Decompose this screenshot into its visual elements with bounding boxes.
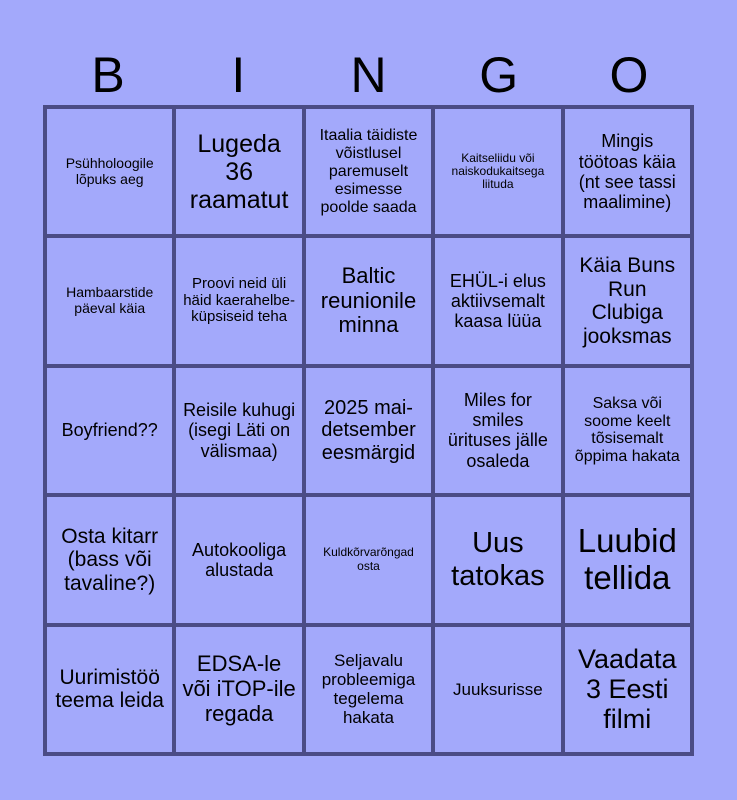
bingo-cell-text: Lugeda 36 raamatut xyxy=(189,129,289,214)
bingo-cell-i2[interactable] xyxy=(174,236,303,365)
bingo-cell-text: Uurimistöö teema leida xyxy=(55,665,164,713)
bingo-cell-text: Saksa või soome keelt tõsisemalt õppima hakata xyxy=(574,394,680,466)
bingo-cell-text: Miles for smiles ürituses jälle osaleda xyxy=(447,390,548,471)
bingo-cell-text: Autokooliga alustada xyxy=(192,539,287,580)
bingo-cell-o4[interactable] xyxy=(563,495,692,624)
bingo-cell-text: Käia Buns Run Clubiga jooksmas xyxy=(579,254,676,348)
bingo-cell-text: Kuldkõrvarõngad osta xyxy=(323,545,414,573)
bingo-cell-text: EDSA-le või iTOP-ile regada xyxy=(182,651,296,726)
bingo-cell-i1[interactable] xyxy=(174,107,303,236)
bingo-cell-b2[interactable] xyxy=(45,236,174,365)
bingo-cell-g2[interactable] xyxy=(433,236,562,365)
bingo-cell-text: Mingis töötoas käia (nt see tassi maalimine) xyxy=(578,131,676,212)
header-letter-i: I xyxy=(231,47,246,103)
bingo-cell-text: 2025 mai-detsember eesmärgid xyxy=(321,396,416,464)
bingo-cell-text: Seljavalu probleemiga tegelema hakata xyxy=(321,651,416,728)
bingo-cell-i5[interactable] xyxy=(174,625,303,754)
bingo-cell-o5[interactable] xyxy=(563,625,692,754)
bingo-cell-text: EHÜL-i elus aktiivsemalt kaasa lüüa xyxy=(449,270,546,332)
header-letter-n: N xyxy=(350,47,387,103)
bingo-cell-text: Kaitseliidu või naiskodukaitsega liituda xyxy=(451,150,545,192)
bingo-cell-text: Boyfriend?? xyxy=(61,420,158,441)
bingo-cell-n1[interactable] xyxy=(304,107,433,236)
header-letter-g: G xyxy=(479,47,519,103)
bingo-cell-b1[interactable] xyxy=(45,107,174,236)
bingo-cell-g3[interactable] xyxy=(433,366,562,495)
bingo-cell-text: Itaalia täidiste võistlusel paremuselt esimesse poolde saada xyxy=(319,126,418,216)
bingo-cell-b4[interactable] xyxy=(45,495,174,624)
bingo-cell-text: Juuksurisse xyxy=(453,679,543,699)
bingo-cell-text: Vaadata 3 Eesti filmi xyxy=(577,643,677,735)
bingo-cell-text: Psühholoogile lõpuks aeg xyxy=(65,155,154,187)
bingo-cell-i3[interactable] xyxy=(174,366,303,495)
bingo-cell-i4[interactable] xyxy=(174,495,303,624)
bingo-cell-text: Osta kitarr (bass või tavaline?) xyxy=(61,524,159,595)
bingo-cell-o2[interactable] xyxy=(563,236,692,365)
bingo-cell-n5[interactable] xyxy=(304,625,433,754)
bingo-cell-g1[interactable] xyxy=(433,107,562,236)
bingo-cell-text: Luubid tellida xyxy=(577,521,677,596)
bingo-cell-text: Reisile kuhugi (isegi Läti on välismaa) xyxy=(183,400,296,461)
bingo-cell-o3[interactable] xyxy=(563,366,692,495)
header-letter-b: B xyxy=(91,47,125,103)
header-letter-o: O xyxy=(609,47,649,103)
bingo-cell-text: Hambaarstide päeval käia xyxy=(66,284,154,317)
bingo-cell-o1[interactable] xyxy=(563,107,692,236)
bingo-cell-text: Baltic reunionile minna xyxy=(320,263,417,338)
bingo-cell-g4[interactable] xyxy=(433,495,562,624)
bingo-grid xyxy=(43,105,694,756)
bingo-cell-text: Uus tatokas xyxy=(451,527,545,592)
bingo-cell-g5[interactable] xyxy=(433,625,562,754)
bingo-header xyxy=(43,45,694,105)
bingo-cell-text: Proovi neid üli häid kaerahelbe-küpsiseid teha xyxy=(183,274,295,326)
bingo-cell-b5[interactable] xyxy=(45,625,174,754)
bingo-cell-n2[interactable] xyxy=(304,236,433,365)
bingo-cell-n3[interactable] xyxy=(304,366,433,495)
bingo-cell-b3[interactable] xyxy=(45,366,174,495)
bingo-cell-n4[interactable] xyxy=(304,495,433,624)
